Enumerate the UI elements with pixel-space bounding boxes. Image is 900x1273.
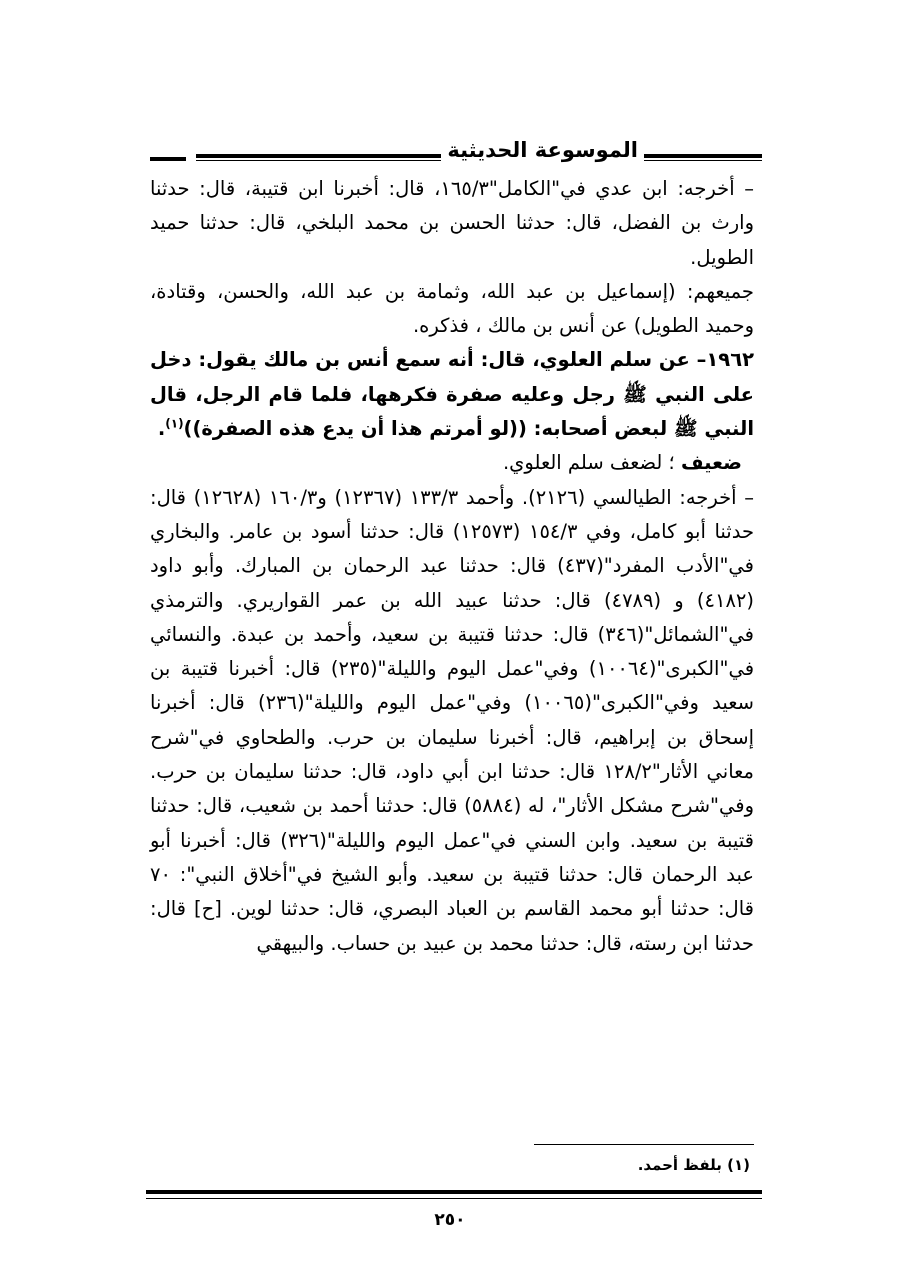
text-line: النبي": ٧٠ قال: حدثنا أبو محمد القاسم بن العباد البصري، قال: حدثنا لوين. — [150, 862, 754, 921]
paragraph-2 — [150, 275, 754, 344]
text-line: قال: حدثنا قتيبة بن سعيد. وابن السني في"عمل اليوم والليلة"(٣٢٦) قال: — [150, 794, 755, 852]
text-line: القواريري. والترمذي في"الشمائل"(٣٤٦) قال: حدثنا قتيبة بن سعيد، وأحمد بن — [150, 588, 755, 646]
body-text — [150, 172, 754, 961]
footnote-ref: (١) — [165, 416, 184, 431]
header-rule-left — [150, 157, 186, 161]
text-line: (١٢٦٢٨) قال: حدثنا أبو كامل، وفي ١٥٤/٣ (١٢٥٧٣) قال: حدثنا أسود بن — [150, 485, 755, 543]
paragraph-1 — [150, 172, 754, 275]
grading-reason: ؛ لضعف سلم العلوي. — [502, 451, 675, 475]
text-line: حرب. وفي"شرح مشكل الأثار"، له (٥٨٨٤) قال: حدثنا أحمد بن شعيب، — [150, 760, 755, 818]
text-line: جميعهم: (إسماعيل بن عبد الله، وثمامة بن عبد الله، والحسن، وقتادة، — [150, 279, 754, 303]
footnote-separator — [534, 1144, 754, 1145]
text-line: حدثنا وارث بن الفضل، قال: حدثنا الحسن بن محمد البلخي، قال: حدثنا حميد — [150, 177, 754, 235]
text-line: [ح] قال: حدثنا ابن رسته، قال: حدثنا محمد بن عبيد بن حساب. والبيهقي — [150, 897, 754, 955]
page-number: ٢٥٠ — [434, 1210, 466, 1230]
footnote: (١) بلفظ أحمد. — [637, 1156, 750, 1174]
grading-label: ضعيف — [680, 451, 742, 475]
text-line: ١٩٦٢– عن سلم العلوي، قال: أنه سمع أنس بن مالك يقول: دخل — [150, 348, 754, 372]
hadith-text — [150, 343, 754, 446]
text-line: الطويل. — [690, 245, 754, 269]
text-line: عبدة. والنسائي في"الكبرى"(١٠٠٦٤) وفي"عمل اليوم والليلة"(٢٣٥) قال: — [150, 622, 755, 681]
footer-rule-thick — [146, 1190, 762, 1194]
footnote-ref-end: . — [157, 417, 166, 441]
text-line: – أخرجه: ابن عدي في"الكامل"١٦٥/٣، قال: أخبرنا ابن قتيبة، قال: — [199, 177, 755, 200]
text-line: أخبرنا قتيبة بن سعيد وفي"الكبرى"(١٠٠٦٥) وفي"عمل اليوم والليلة"(٢٣٦) — [150, 657, 755, 715]
header-title: الموسوعة الحديثية — [441, 138, 644, 162]
text-line: قال: أخبرنا إسحاق بن إبراهيم، قال: أخبرنا سليمان بن حرب. والطحاوي — [150, 691, 754, 749]
grading — [150, 446, 754, 480]
text-line: على النبي ﷺ رجل وعليه صفرة فكرهها، فلما قام الرجل، قال النبي ﷺ — [150, 382, 754, 441]
footer-rule-thin — [146, 1198, 762, 1199]
text-line: عامر. والبخاري في"الأدب المفرد"(٤٣٧) قال: حدثنا عبد الرحمان بن — [150, 519, 754, 578]
text-line: أخبرنا أبو عبد الرحمان قال: حدثنا قتيبة بن سعيد. وأبو الشيخ في"أخلاق — [150, 828, 755, 886]
text-line: وحميد الطويل) عن أنس بن مالك ، فذكره. — [412, 314, 754, 338]
text-line: لبعض أصحابه: ((لو أمرتم هذا أن يدع هذه الصفرة)) — [183, 417, 668, 441]
running-header — [150, 138, 762, 172]
text-line: في"شرح معاني الأثار"١٢٨/٢ قال: حدثنا ابن أبي داود، قال: حدثنا سليمان بن — [150, 725, 754, 784]
text-line: – أخرجه: الطيالسي (٢١٢٦). وأحمد ١٣٣/٣ (١٢٣٦٧) و١٦٠/٣ — [268, 485, 754, 509]
text-line: المبارك. وأبو داود (٤١٨٢) و (٤٧٨٩) قال: حدثنا عبيد الله بن عمر — [150, 554, 755, 612]
paragraph-takhrij — [150, 481, 754, 961]
